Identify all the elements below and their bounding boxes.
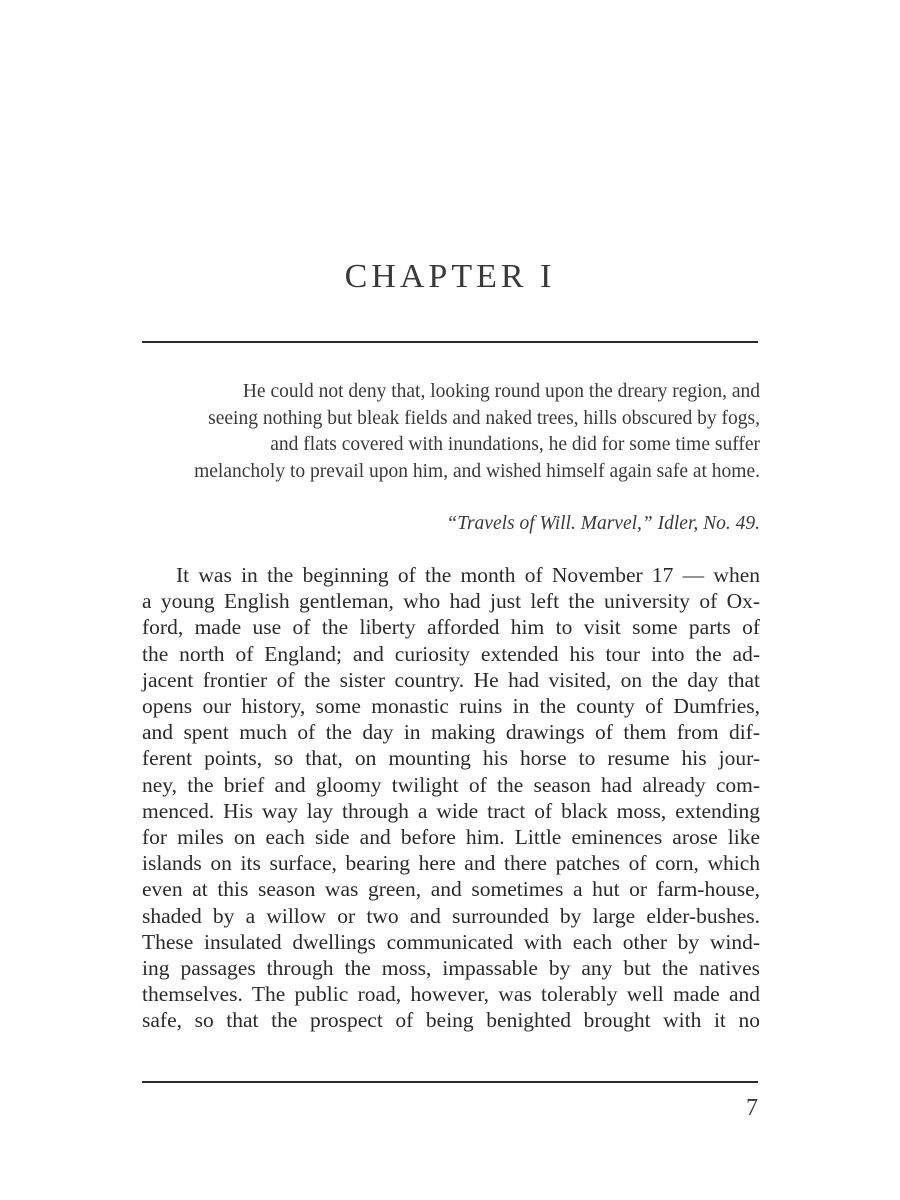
top-divider [142,341,758,343]
body-line: even at this season was green, and sometimes a hut or farm-house, [142,877,760,902]
bottom-divider [142,1081,758,1083]
body-line: a young English gentleman, who had just left the university of Ox- [142,589,760,614]
page-number: 7 [746,1095,758,1121]
epigraph-attribution: “Travels of Will. Marvel,” Idler, No. 49. [446,513,760,534]
body-line: shaded by a willow or two and surrounded by large elder-bushes. [142,903,760,928]
body-line: These insulated dwellings communicated with each other by wind- [142,929,760,954]
body-line: the north of England; and curiosity extended his tour into the ad- [142,641,760,666]
body-line: ferent points, so that, on mounting his horse to resume his jour- [142,746,760,771]
epigraph [150,379,760,485]
epigraph-line: and flats covered with inundations, he did for some time suffer [270,434,760,455]
body-line: ford, made use of the liberty afforded him to visit some parts of [142,615,760,640]
epigraph-line: He could not deny that, looking round upon the dreary region, and [242,381,760,402]
body-line: ing passages through the moss, impassable by any but the natives [142,956,760,981]
epigraph-line: seeing nothing but bleak fields and naked trees, hills obscured by fogs, [208,407,760,429]
epigraph-line: melancholy to prevail upon him, and wished himself again safe at home. [194,460,760,482]
body-line: opens our history, some monastic ruins in the county of Dumfries, [142,694,760,719]
body-line: safe, so that the prospect of being benighted brought with it no [142,1008,760,1033]
body-line: for miles on each side and before him. Little eminences arose like [142,825,760,850]
body-line: themselves. The public road, however, was tolerably well made and [142,982,760,1007]
body-line: ney, the brief and gloomy twilight of the season had already com- [142,772,760,797]
chapter-title: CHAPTER I [344,258,556,295]
body-line: menced. His way lay through a wide tract of black moss, extending [142,798,760,823]
body-text [142,562,760,1034]
body-line: It was in the beginning of the month of November 17 — when [176,563,760,587]
body-line: and spent much of the day in making drawings of them from dif- [142,720,760,745]
body-line: islands on its surface, bearing here and there patches of corn, which [142,851,760,876]
body-line: jacent frontier of the sister country. He had visited, on the day that [142,667,760,692]
